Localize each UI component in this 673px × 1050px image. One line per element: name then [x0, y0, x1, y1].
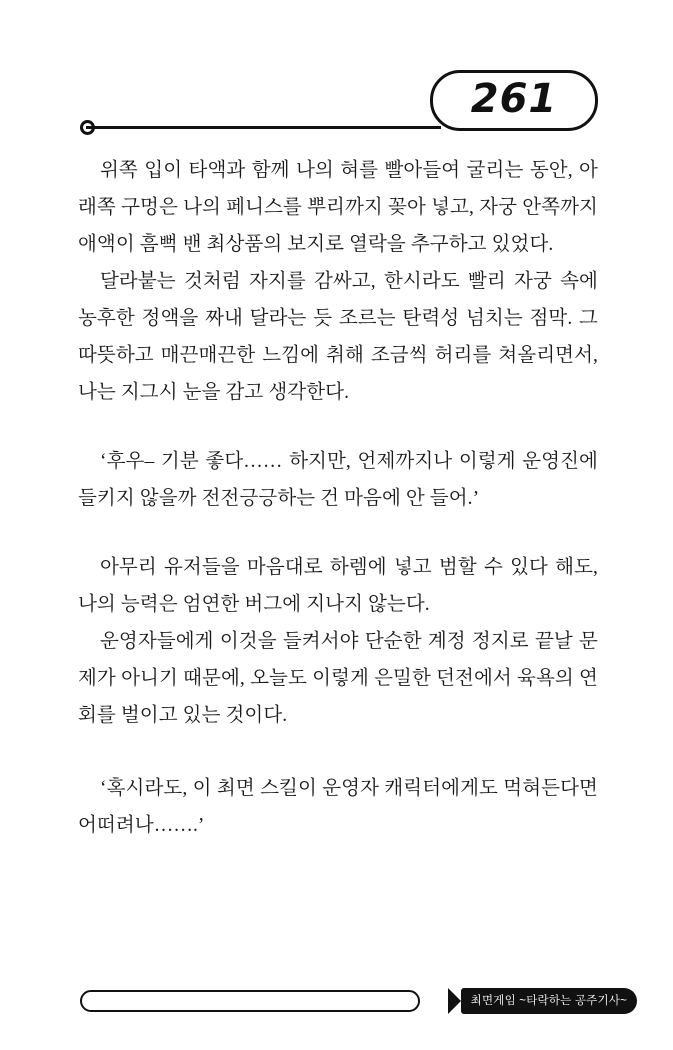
- paragraph-3: ‘후우– 기분 좋다…… 하지만, 언제까지나 이렇게 운영진에 들키지 않을까 전전긍긍하는 건 마음에 안 들어.’: [78, 451, 598, 509]
- footer-rule-box: [80, 990, 420, 1012]
- page-header: [80, 70, 643, 140]
- page-number: 261: [470, 76, 558, 122]
- page-body: [78, 152, 598, 844]
- paragraph-gap: [78, 411, 598, 443]
- paragraph-gap: [78, 517, 598, 549]
- paragraph-1: 위쪽 입이 타액과 함께 나의 혀를 빨아들여 굴리는 동안, 아래쪽 구멍은 나의 페니스를 뿌리까지 꽂아 넣고, 자궁 안쪽까지 애액이 흠뻑 밴 최상품의 보지로 열락을 추구하고 있었다.: [78, 160, 598, 255]
- paragraph-2: 달라붙는 것처럼 자지를 감싸고, 한시라도 빨리 자궁 속에 농후한 정액을 짜내 달라는 듯 조르는 탄력성 넘치는 점막. 그 따뜻하고 매끈매끈한 느낌에 취해 조금씩 허리를 쳐올리면서, 나는 지그시 눈을 감고 생각한다.: [78, 271, 598, 403]
- paragraph-6: ‘혹시라도, 이 최면 스킬이 운영자 캐릭터에게도 먹혀든다면 어떠려나…….’: [78, 778, 598, 836]
- page-footer: [80, 988, 637, 1014]
- header-rule: [86, 126, 441, 129]
- paragraph-5: 운영자들에게 이것을 들켜서야 단순한 계정 정지로 끝날 문제가 아니기 때문에, 오늘도 이렇게 은밀한 던전에서 육욕의 연회를 벌이고 있는 것이다.: [78, 631, 598, 726]
- paragraph-4: 아무리 유저들을 마음대로 하렘에 넣고 범할 수 있다 해도, 나의 능력은 엄연한 버그에 지나지 않는다.: [78, 557, 598, 615]
- paragraph-gap: [78, 734, 598, 770]
- footer-book-title: 최면게임 ~타락하는 공주기사~: [461, 988, 637, 1014]
